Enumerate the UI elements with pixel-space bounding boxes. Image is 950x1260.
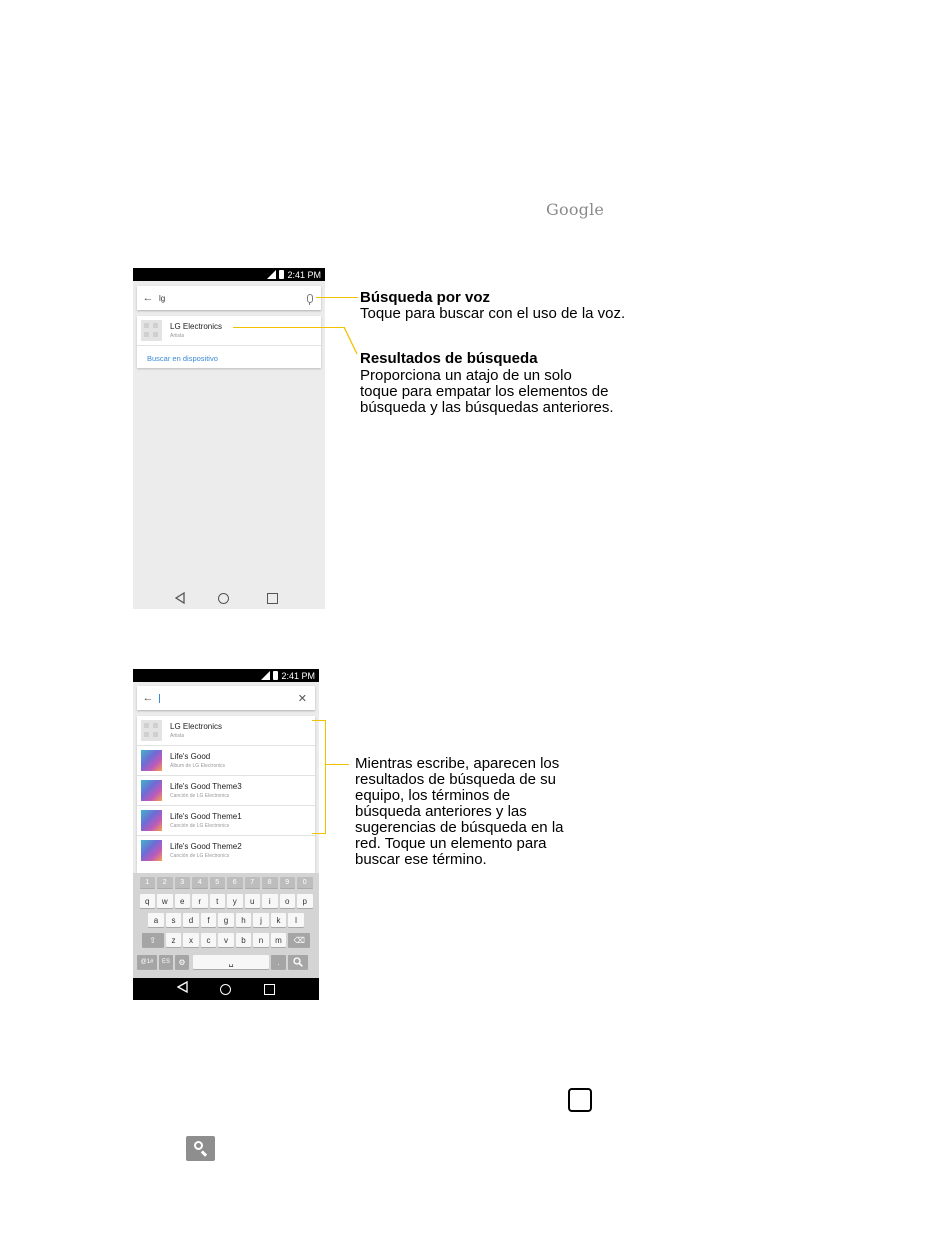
bracket-vertical — [325, 720, 326, 834]
key-c[interactable]: c — [201, 933, 217, 947]
back-arrow-icon[interactable]: ← — [142, 692, 154, 704]
key-row-1 — [133, 894, 319, 908]
key-9[interactable]: 9 — [280, 877, 296, 888]
on-screen-keyboard — [133, 873, 319, 978]
symbols-key[interactable]: @1# — [137, 955, 157, 969]
search-key[interactable] — [288, 955, 308, 969]
list-item[interactable] — [137, 716, 315, 746]
key-m[interactable]: m — [271, 933, 287, 947]
key-l[interactable]: l — [288, 913, 304, 927]
result-title: LG Electronics — [170, 722, 223, 731]
key-q[interactable]: q — [140, 894, 156, 908]
search-results-heading: Resultados de búsqueda — [360, 350, 538, 367]
back-arrow-icon[interactable]: ← — [142, 292, 154, 304]
search-key-icon — [186, 1136, 215, 1161]
search-results-list — [137, 716, 315, 873]
phone-screenshot-typing-results — [133, 669, 319, 1000]
key-b[interactable]: b — [236, 933, 252, 947]
key-5[interactable]: 5 — [210, 877, 226, 888]
key-w[interactable]: w — [157, 894, 173, 908]
recent-apps-icon[interactable] — [267, 593, 278, 604]
key-f[interactable]: f — [201, 913, 217, 927]
battery-icon — [273, 671, 278, 680]
key-p[interactable]: p — [297, 894, 313, 908]
list-item[interactable] — [137, 806, 315, 836]
key-r[interactable]: r — [192, 894, 208, 908]
search-results-card — [137, 316, 321, 368]
key-n[interactable]: n — [253, 933, 269, 947]
text-line: buscar ese término. — [355, 851, 487, 868]
text-line: Mientras escribe, aparecen los — [355, 755, 560, 772]
microphone-icon[interactable] — [307, 294, 313, 303]
number-row — [133, 877, 319, 888]
result-subtitle: Artista — [170, 733, 185, 739]
callout-line — [233, 327, 345, 328]
text-line: red. Toque un elemento para — [355, 835, 547, 852]
key-row-4 — [133, 955, 319, 969]
battery-icon — [279, 270, 284, 279]
space-key[interactable]: ␣ — [193, 955, 269, 969]
song-thumbnail — [141, 780, 162, 801]
navigation-bar — [133, 587, 325, 609]
key-a[interactable]: a — [148, 913, 164, 927]
search-device-link[interactable]: Buscar en dispositivo — [147, 354, 218, 363]
album-thumbnail — [141, 750, 162, 771]
result-subtitle: Artista — [170, 333, 185, 339]
text-line: sugerencias de búsqueda en la — [355, 819, 564, 836]
clear-icon[interactable]: ✕ — [297, 692, 307, 705]
recent-apps-key-icon — [568, 1088, 592, 1112]
key-t[interactable]: t — [210, 894, 226, 908]
navigation-bar — [133, 978, 319, 1000]
key-7[interactable]: 7 — [245, 877, 261, 888]
key-8[interactable]: 8 — [262, 877, 278, 888]
home-icon[interactable] — [220, 984, 231, 995]
search-bar[interactable] — [137, 686, 315, 710]
list-item[interactable] — [137, 836, 315, 865]
voice-search-description: Toque para buscar con el uso de la voz. — [360, 305, 626, 322]
list-item[interactable] — [137, 746, 315, 776]
recent-apps-icon[interactable] — [264, 984, 275, 995]
text-line: Proporciona un atajo de un solo — [360, 367, 572, 384]
text-line: búsqueda anteriores y las — [355, 803, 527, 820]
period-key[interactable]: . — [271, 955, 286, 969]
home-icon[interactable] — [218, 593, 229, 604]
backspace-key[interactable]: ⌫ — [288, 933, 310, 947]
phone-screenshot-voice-search — [133, 268, 325, 609]
key-j[interactable]: j — [253, 913, 269, 927]
google-logo: Google — [546, 200, 605, 219]
song-thumbnail — [141, 810, 162, 831]
search-results-description — [360, 368, 680, 416]
result-subtitle: Álbum de LG Electronics — [170, 763, 226, 769]
search-input[interactable] — [159, 694, 298, 703]
key-i[interactable]: i — [262, 894, 278, 908]
callout-connector — [343, 326, 359, 356]
key-o[interactable]: o — [280, 894, 296, 908]
key-6[interactable]: 6 — [227, 877, 243, 888]
bracket-top — [312, 720, 326, 721]
search-bar[interactable] — [137, 286, 321, 310]
key-row-3 — [133, 933, 319, 947]
signal-icon — [261, 671, 270, 680]
status-bar — [133, 669, 319, 682]
bracket-pointer — [325, 764, 349, 765]
key-2[interactable]: 2 — [157, 877, 173, 888]
voice-search-heading: Búsqueda por voz — [360, 289, 491, 306]
result-subtitle: Canción de LG Electronics — [170, 823, 230, 829]
search-icon — [293, 957, 303, 967]
language-key[interactable]: ES — [159, 955, 173, 969]
status-time: 2:41 PM — [287, 269, 321, 280]
text-cursor — [159, 694, 160, 703]
bracket-bottom — [312, 833, 326, 834]
key-d[interactable]: d — [183, 913, 199, 927]
list-item[interactable] — [137, 776, 315, 806]
key-4[interactable]: 4 — [192, 877, 208, 888]
key-y[interactable]: y — [227, 894, 243, 908]
shift-key[interactable]: ⇧ — [142, 933, 164, 947]
artist-thumbnail — [141, 720, 162, 741]
key-0[interactable]: 0 — [297, 877, 313, 888]
key-3[interactable]: 3 — [175, 877, 191, 888]
key-e[interactable]: e — [175, 894, 191, 908]
result-title: Life's Good Theme3 — [170, 782, 242, 791]
settings-gear-icon[interactable]: ⚙ — [175, 955, 189, 969]
callout-line — [316, 297, 358, 298]
key-u[interactable]: u — [245, 894, 261, 908]
key-v[interactable]: v — [218, 933, 234, 947]
key-h[interactable]: h — [236, 913, 252, 927]
result-title: LG Electronics — [170, 322, 223, 331]
search-input[interactable]: lg — [159, 293, 166, 303]
signal-icon — [267, 270, 276, 279]
status-bar — [133, 268, 325, 281]
result-title: Life's Good Theme2 — [170, 842, 242, 851]
key-s[interactable]: s — [166, 913, 182, 927]
back-icon[interactable] — [177, 980, 188, 998]
status-time: 2:41 PM — [281, 670, 315, 681]
key-z[interactable]: z — [166, 933, 182, 947]
result-subtitle: Canción de LG Electronics — [170, 853, 230, 859]
key-row-2 — [133, 913, 319, 927]
result-title: Life's Good — [170, 752, 211, 761]
result-subtitle: Canción de LG Electronics — [170, 793, 230, 799]
artist-thumbnail — [141, 320, 162, 341]
list-item[interactable] — [137, 316, 321, 346]
text-line: resultados de búsqueda de su — [355, 771, 556, 788]
text-line: equipo, los términos de — [355, 787, 511, 804]
typing-results-description — [355, 756, 615, 868]
key-1[interactable]: 1 — [140, 877, 156, 888]
text-line: toque para empatar los elementos de — [360, 383, 609, 400]
text-line: búsqueda y las búsquedas anteriores. — [360, 399, 614, 416]
key-k[interactable]: k — [271, 913, 287, 927]
key-g[interactable]: g — [218, 913, 234, 927]
song-thumbnail — [141, 840, 162, 861]
key-x[interactable]: x — [183, 933, 199, 947]
result-title: Life's Good Theme1 — [170, 812, 242, 821]
